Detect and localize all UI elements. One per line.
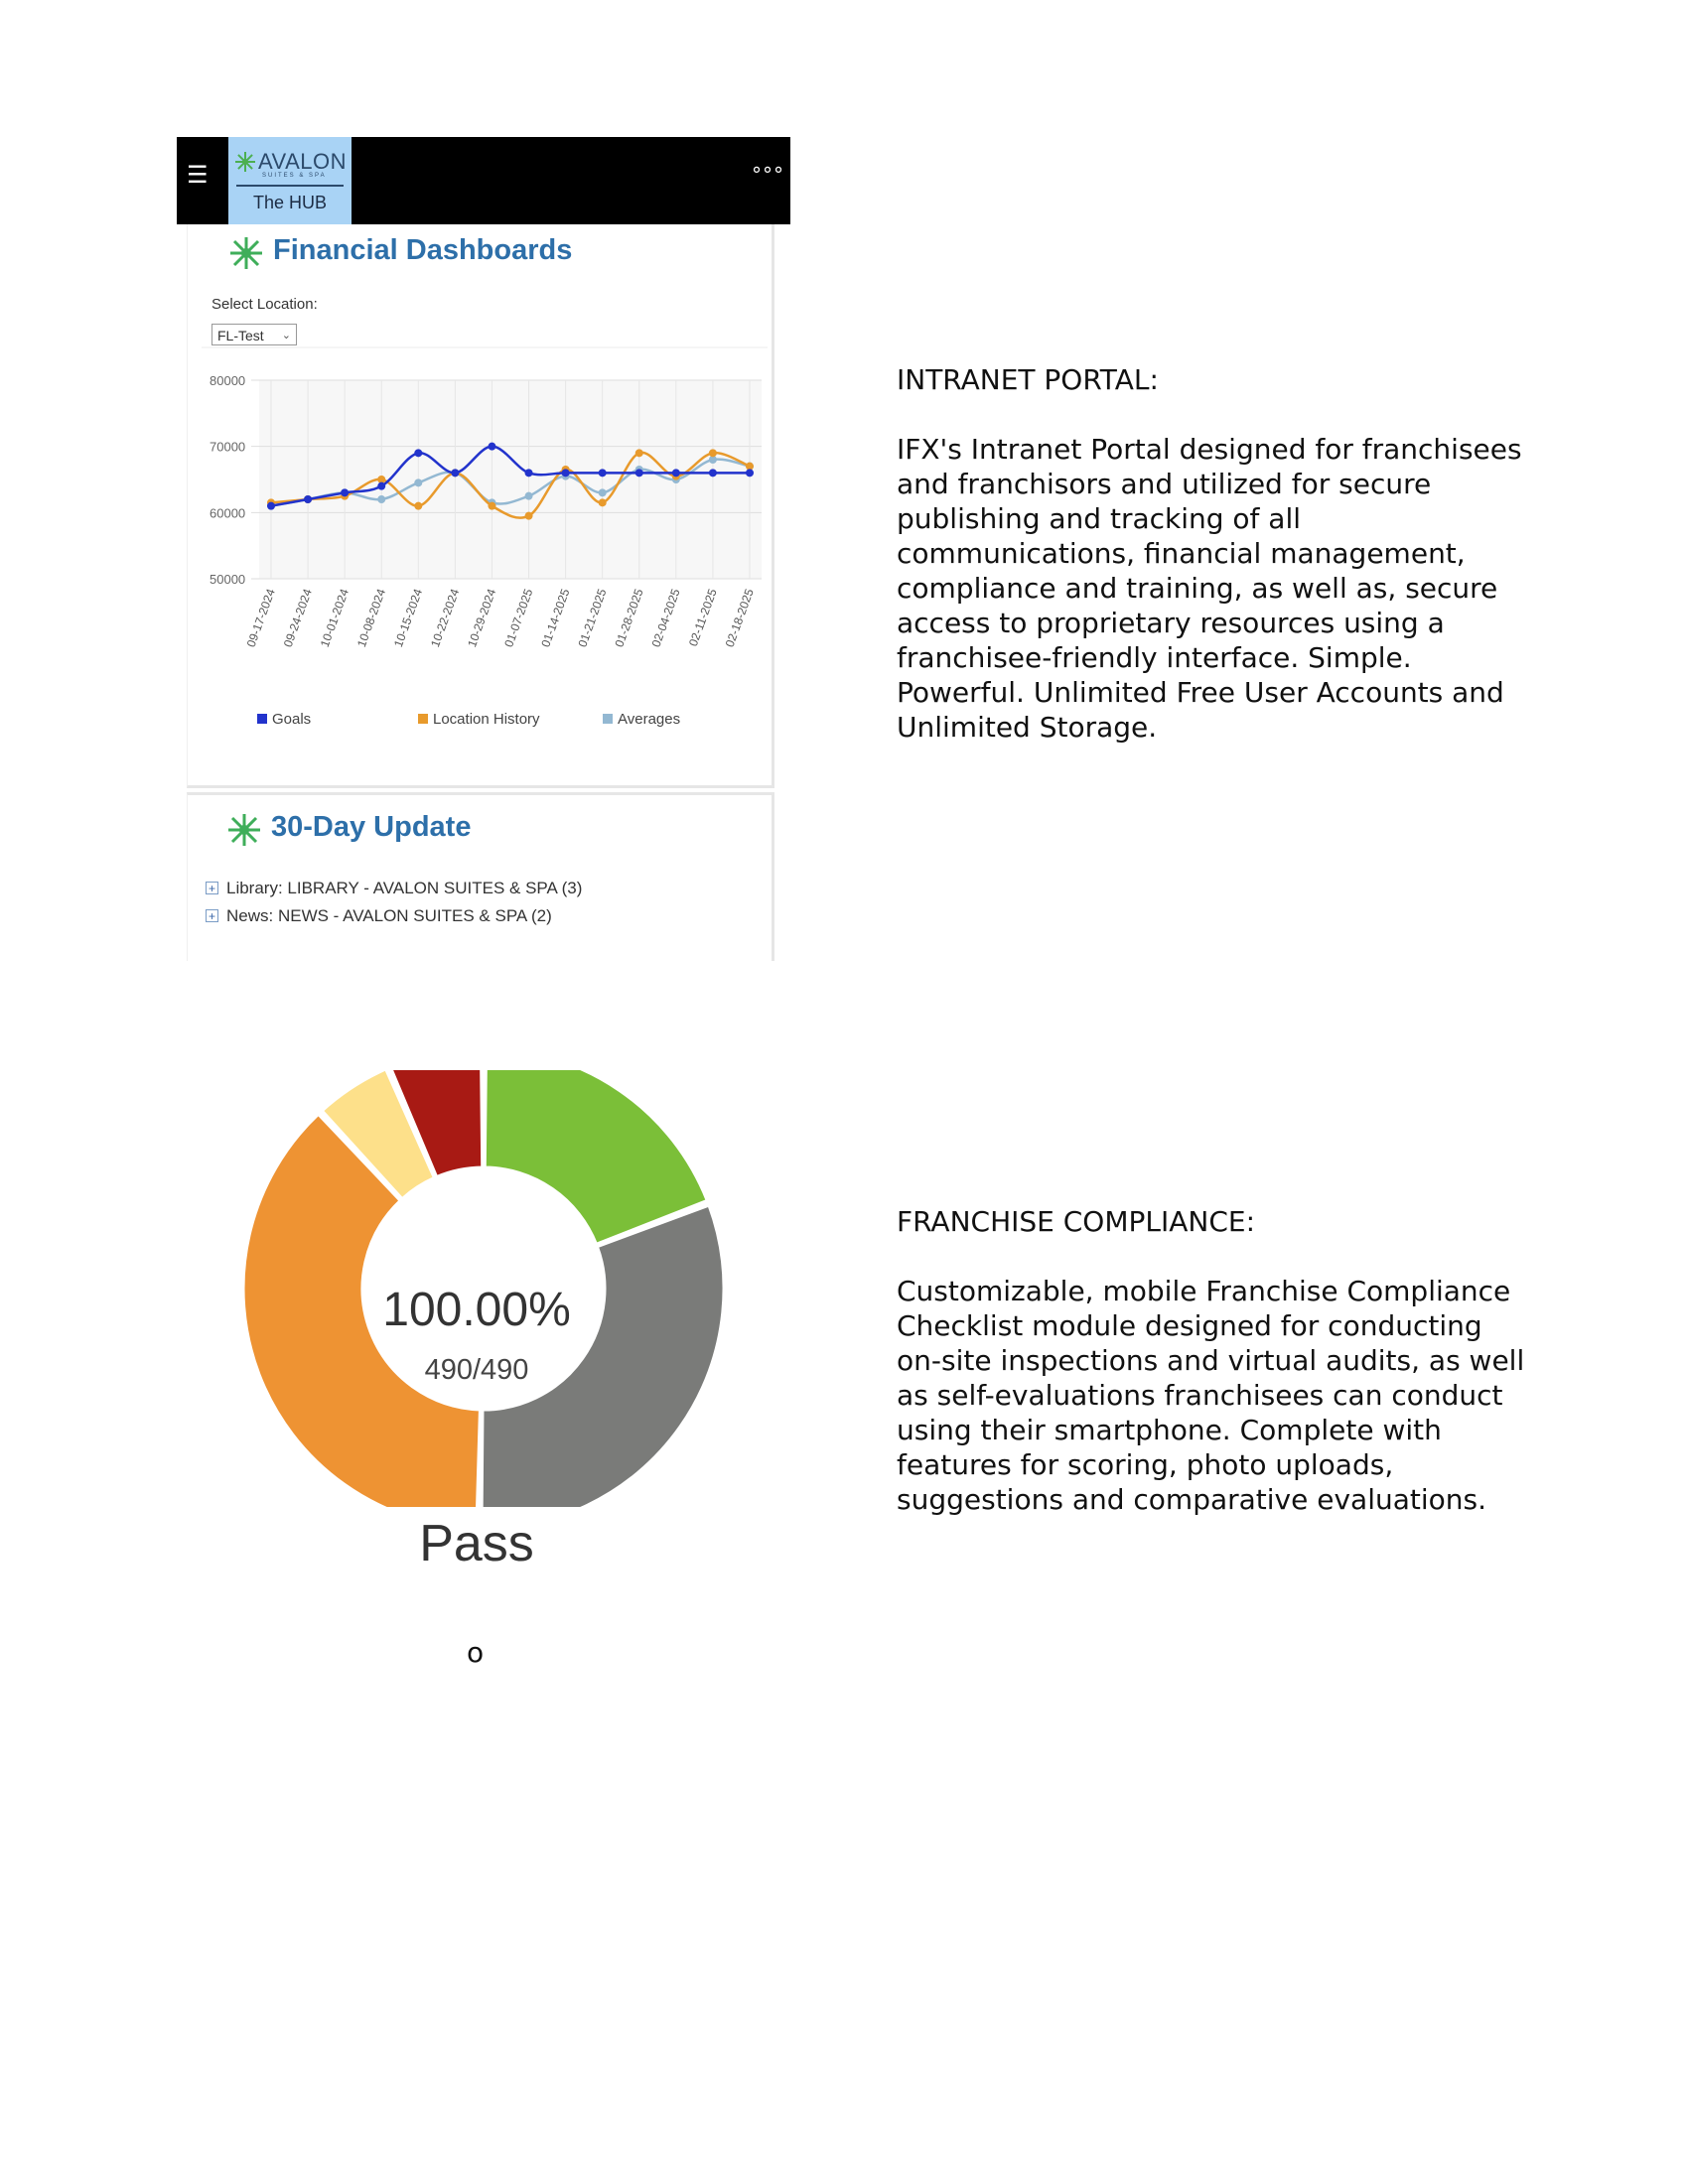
y-tick-label: 50000 [210, 572, 246, 587]
data-point[interactable] [635, 469, 643, 477]
hub-label: The HUB [252, 193, 328, 212]
data-point[interactable] [414, 449, 422, 457]
update-title: 30-Day Update [271, 811, 472, 843]
x-tick-label: 10-15-2024 [390, 587, 426, 649]
update-card [187, 792, 774, 961]
x-tick-label: 10-08-2024 [353, 587, 389, 649]
tree-item-label: Library: LIBRARY - AVALON SUITES & SPA (3) [226, 879, 583, 897]
x-tick-label: 10-01-2024 [317, 587, 352, 649]
data-point[interactable] [377, 482, 385, 490]
x-tick-label: 01-21-2025 [575, 587, 610, 649]
x-tick-label: 02-04-2025 [648, 587, 683, 649]
x-tick-label: 01-14-2025 [538, 587, 573, 649]
section-body: IFX's Intranet Portal designed for franchisees and franchisors and utilized for secure publishing and tracking of all communications, financial management, compliance and training, as well as, secure access to proprietary resources using a franchisee-friendly interface. Simple. Powerful. Unlimited Free User Accounts and Unlimited Storage. [897, 433, 1522, 744]
section-heading: FRANCHISE COMPLIANCE: [897, 1205, 1256, 1238]
data-point[interactable] [599, 469, 607, 477]
data-point[interactable] [414, 502, 422, 510]
legend-label[interactable]: Goals [272, 711, 312, 728]
chevron-down-icon: ⌄ [281, 330, 291, 341]
legend-swatch [418, 714, 428, 724]
x-tick-label: 02-18-2025 [722, 587, 757, 649]
legend-swatch [603, 714, 613, 724]
financial-dashboard-card [187, 224, 774, 788]
compliance-score-chart [238, 1070, 735, 1586]
data-point[interactable] [599, 488, 607, 496]
brand-name: AVALON [258, 149, 347, 174]
legend-label[interactable]: Location History [433, 711, 540, 728]
x-tick-label: 01-28-2025 [612, 587, 646, 649]
asterisk-tree-icon [225, 811, 263, 849]
compliance-count: 490/490 [424, 1354, 529, 1386]
data-point[interactable] [525, 512, 533, 520]
data-point[interactable] [746, 469, 754, 477]
data-point[interactable] [709, 469, 717, 477]
x-tick-label: 01-07-2025 [501, 587, 536, 649]
data-point[interactable] [488, 443, 495, 451]
legend-label[interactable]: Averages [618, 711, 681, 728]
x-tick-label: 10-29-2024 [465, 587, 499, 649]
data-point[interactable] [709, 449, 717, 457]
data-point[interactable] [599, 498, 607, 506]
select-location-label: Select Location: [211, 296, 318, 313]
brand-divider [236, 185, 344, 187]
intranet-portal-section [897, 362, 1532, 745]
legend-swatch [257, 714, 267, 724]
logo-tree-icon [234, 151, 256, 173]
x-tick-label: 09-17-2024 [243, 587, 278, 649]
data-point[interactable] [414, 478, 422, 486]
stray-character: o [467, 1636, 485, 1669]
data-point[interactable] [304, 495, 312, 503]
data-point[interactable] [267, 502, 275, 510]
data-point[interactable] [672, 469, 680, 477]
x-tick-label: 09-24-2024 [280, 587, 315, 649]
dashboard-title: Financial Dashboards [273, 234, 573, 266]
intranet-portal-screenshot [177, 137, 790, 961]
expand-plus-icon[interactable]: + [206, 909, 218, 922]
y-tick-label: 60000 [210, 505, 246, 521]
top-bar [177, 137, 790, 224]
data-point[interactable] [488, 502, 495, 510]
tree-item-library[interactable] [206, 879, 582, 898]
data-point[interactable] [451, 469, 459, 477]
tree-item-news[interactable] [206, 906, 552, 926]
more-dots-icon[interactable]: °°° [752, 163, 784, 187]
brand-logo[interactable] [228, 137, 352, 224]
y-tick-label: 70000 [210, 439, 246, 455]
franchise-compliance-section [897, 1204, 1532, 1517]
section-heading: INTRANET PORTAL: [897, 363, 1159, 396]
financial-line-chart [188, 224, 772, 785]
plot-area [259, 380, 762, 579]
data-point[interactable] [377, 495, 385, 503]
data-point[interactable] [341, 488, 349, 496]
tree-item-label: News: NEWS - AVALON SUITES & SPA (2) [226, 906, 552, 925]
compliance-percent: 100.00% [382, 1284, 571, 1336]
data-point[interactable] [525, 469, 533, 477]
y-tick-label: 80000 [210, 373, 246, 388]
data-point[interactable] [525, 492, 533, 500]
x-tick-label: 10-22-2024 [428, 587, 463, 649]
location-select-value: FL-Test [217, 328, 264, 343]
section-body: Customizable, mobile Franchise Compliance Checklist module designed for conducting on-site inspections and virtual audits, as well as self-evaluations franchisees can conduct using their smartphone. Complete with features for scoring, photo uploads, suggestions and comparative evaluations. [897, 1275, 1525, 1516]
brand-subtitle: SUITES & SPA [262, 173, 327, 179]
expand-plus-icon[interactable]: + [206, 882, 218, 894]
data-point[interactable] [635, 449, 643, 457]
x-tick-label: 02-11-2025 [685, 587, 720, 648]
hamburger-icon[interactable]: ☰ [187, 161, 209, 189]
compliance-status: Pass [419, 1515, 534, 1572]
data-point[interactable] [562, 469, 570, 477]
